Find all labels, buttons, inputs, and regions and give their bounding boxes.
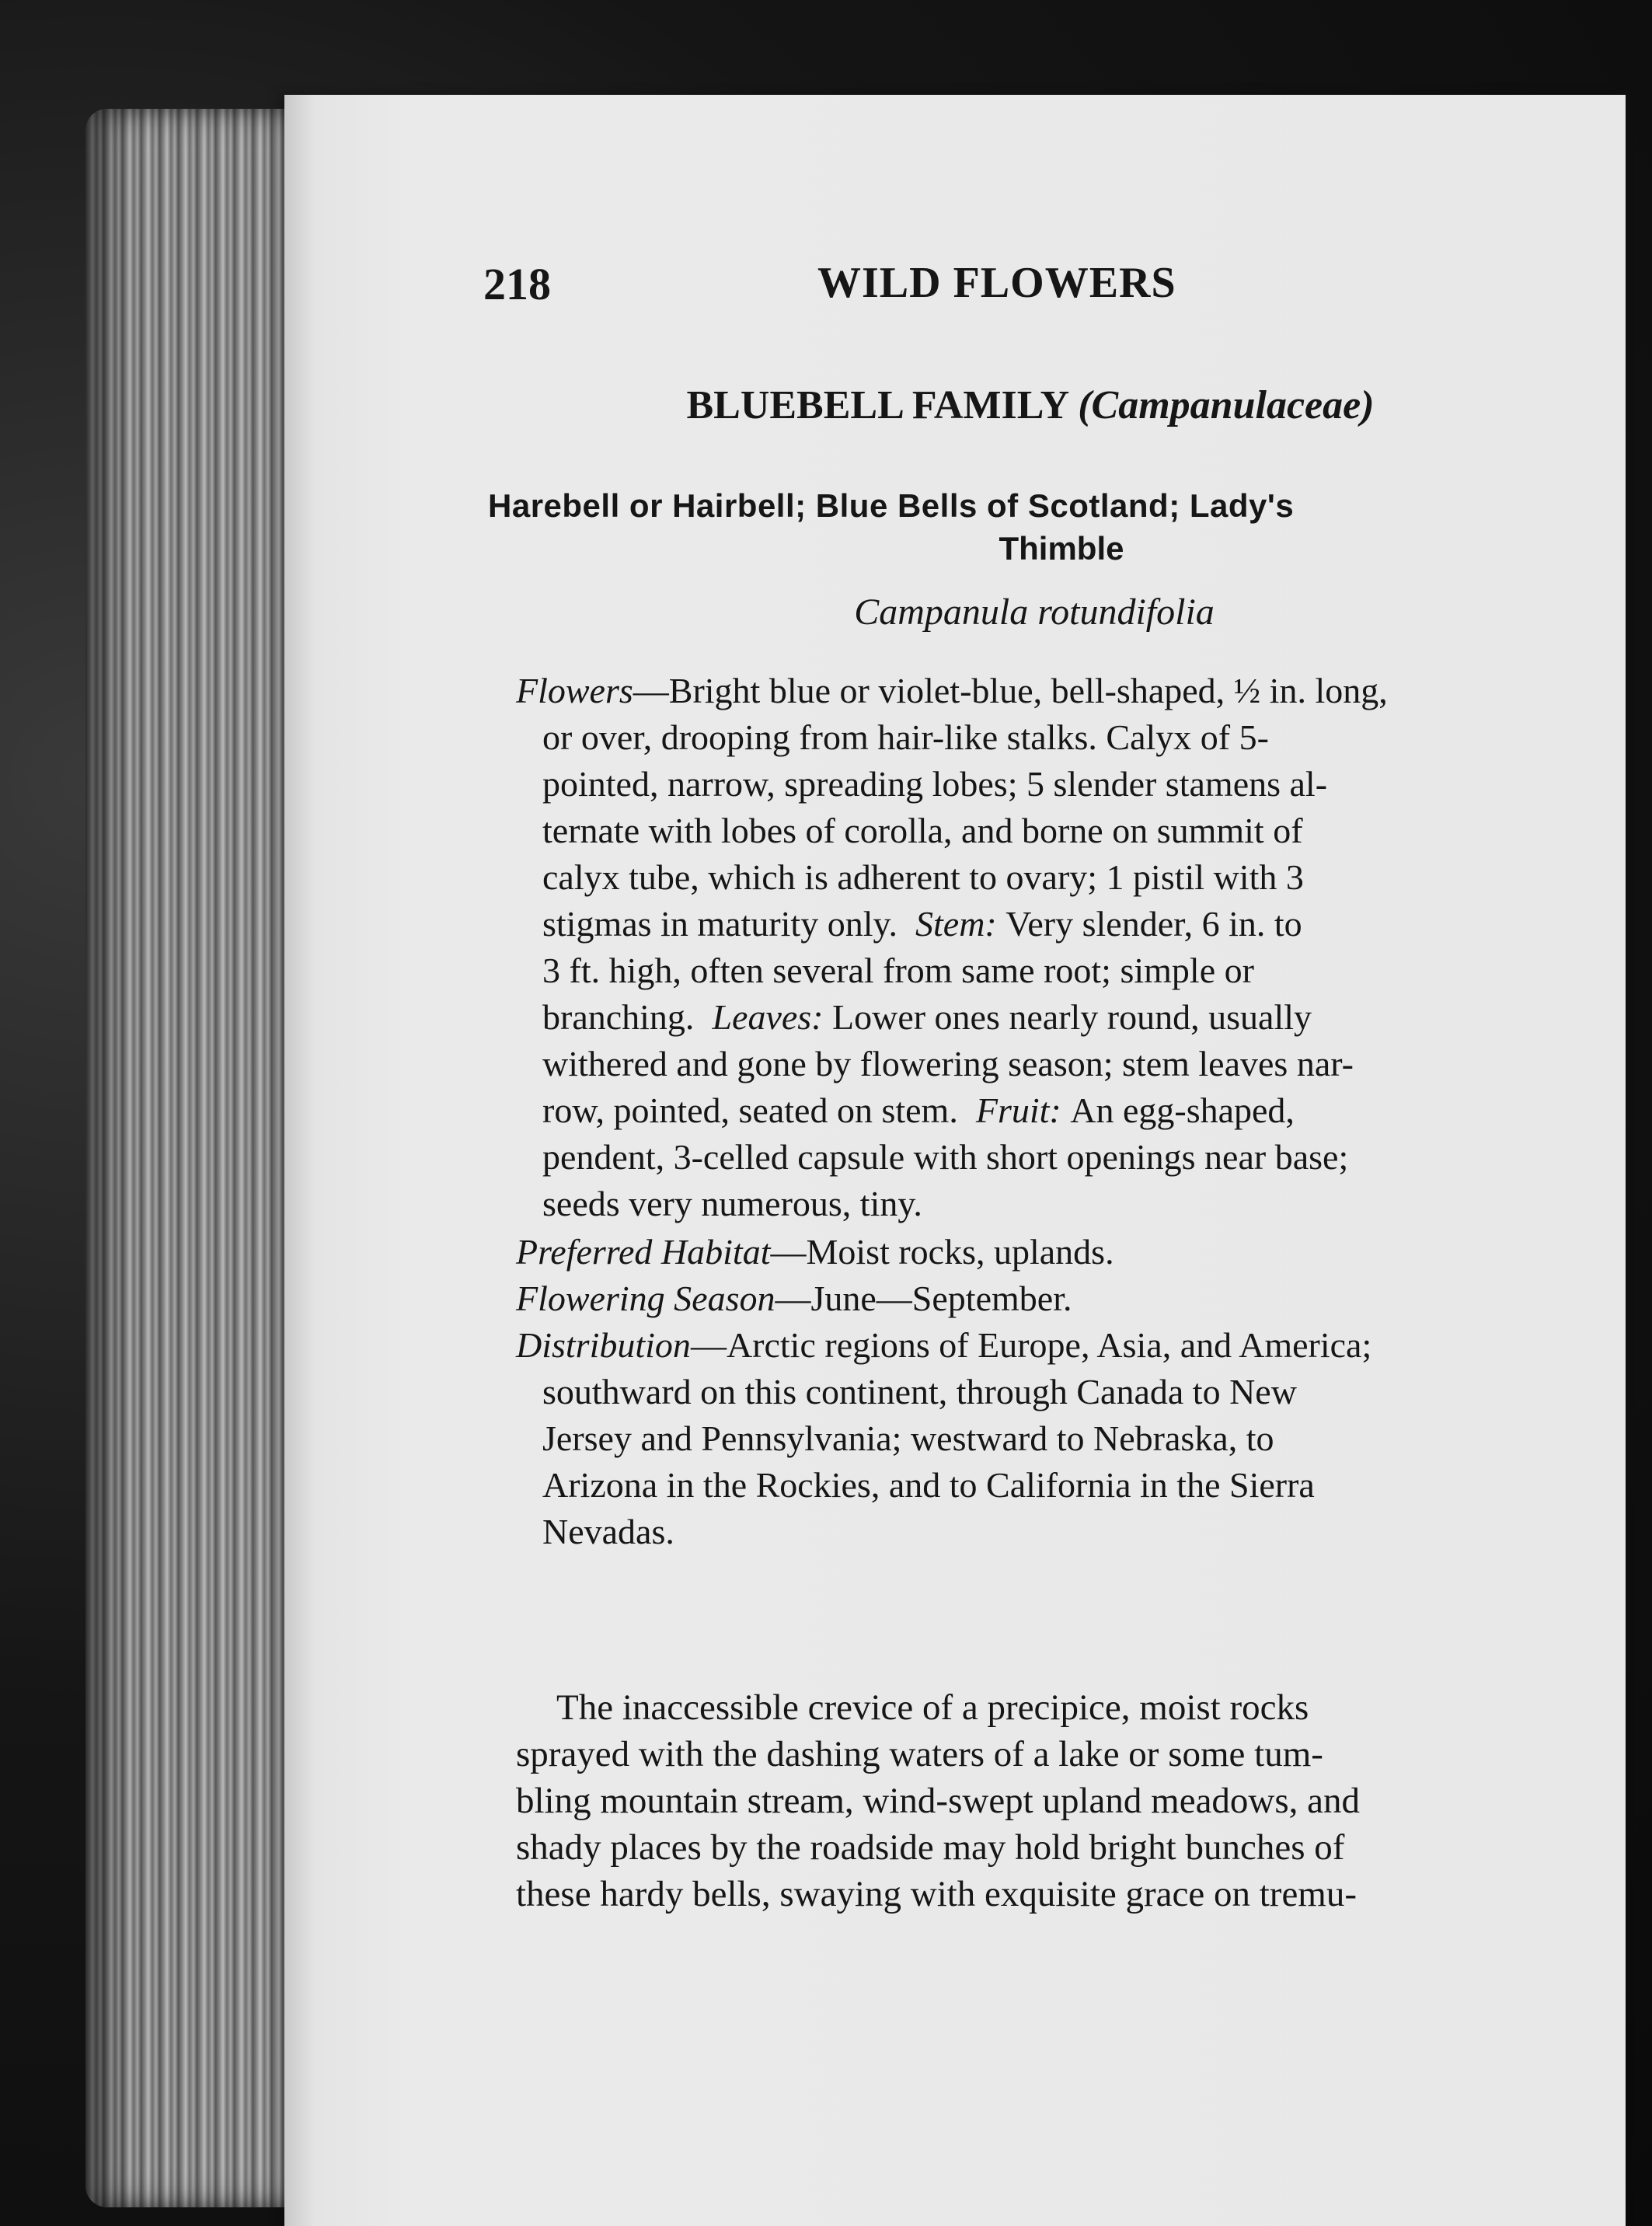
paragraph-line: these hardy bells, swaying with exquisite grace on tremu- bbox=[516, 1874, 1357, 1914]
running-head bbox=[483, 258, 1571, 328]
description-line: or over, drooping from hair-like stalks. Calyx of 5- bbox=[542, 717, 1269, 757]
leaves-label: Leaves: bbox=[712, 997, 824, 1037]
description-line: branching. Leaves: Lower ones nearly round, usually bbox=[542, 997, 1312, 1037]
book-page bbox=[284, 95, 1626, 2226]
paragraph-line: sprayed with the dashing waters of a lake or some tum- bbox=[516, 1734, 1323, 1774]
book-page-edges bbox=[85, 109, 295, 2207]
fruit-label: Fruit: bbox=[975, 1090, 1061, 1130]
description-line: row, pointed, seated on stem. Fruit: An egg-shaped, bbox=[542, 1090, 1295, 1130]
distribution-line: southward on this continent, through Canada to New bbox=[542, 1372, 1297, 1411]
paragraph-line: bling mountain stream, wind-swept upland meadows, and bbox=[516, 1781, 1361, 1821]
page-number: 218 bbox=[483, 259, 551, 309]
distribution-line: Jersey and Pennsylvania; westward to Nebraska, to bbox=[542, 1418, 1274, 1458]
flowers-label: Flowers bbox=[516, 671, 633, 710]
habitat-line: Preferred Habitat—Moist rocks, uplands. bbox=[516, 1232, 1114, 1272]
distribution-line: Nevadas. bbox=[542, 1512, 674, 1551]
description-line: pendent, 3-celled capsule with short openings near base; bbox=[542, 1137, 1349, 1177]
running-title: WILD FLOWERS bbox=[817, 259, 1176, 307]
season-label: Flowering Season bbox=[516, 1279, 775, 1318]
description-line: Flowers—Bright blue or violet-blue, bell-shaped, ½ in. long, bbox=[516, 671, 1388, 710]
common-names-line-1: Harebell or Hairbell; Blue Bells of Scotland; Lady's bbox=[488, 487, 1295, 524]
distribution-label: Distribution bbox=[516, 1325, 691, 1365]
body-paragraph bbox=[516, 1684, 1635, 1917]
family-name: BLUEBELL FAMILY bbox=[686, 383, 1068, 427]
description-line: seeds very numerous, tiny. bbox=[542, 1184, 922, 1223]
distribution-line: Distribution—Arctic regions of Europe, Asia, and America; bbox=[516, 1325, 1372, 1365]
paragraph-line: The inaccessible crevice of a precipice, moist rocks bbox=[556, 1687, 1309, 1728]
description-line: stigmas in maturity only. Stem: Very slender, 6 in. to bbox=[542, 904, 1302, 944]
distribution-line: Arizona in the Rockies, and to California in the Sierra bbox=[542, 1465, 1315, 1505]
description-line: withered and gone by flowering season; stem leaves nar- bbox=[542, 1044, 1354, 1083]
description-line: calyx tube, which is adherent to ovary; 1 pistil with 3 bbox=[542, 857, 1304, 897]
habitat-label: Preferred Habitat bbox=[516, 1232, 771, 1272]
scientific-name: Campanula rotundifolia bbox=[854, 591, 1215, 633]
family-heading bbox=[486, 382, 1574, 428]
description-line: pointed, narrow, spreading lobes; 5 slender stamens al- bbox=[542, 764, 1328, 804]
family-latin-name: (Campanulaceae) bbox=[1078, 383, 1375, 427]
common-names-line-2: Thimble bbox=[999, 530, 1124, 567]
description-line: ternate with lobes of corolla, and borne on summit of bbox=[542, 811, 1303, 850]
stem-label: Stem: bbox=[915, 904, 997, 944]
description-line: 3 ft. high, often several from same root; simple or bbox=[542, 951, 1254, 990]
paragraph-line: shady places by the roadside may hold bright bunches of bbox=[516, 1827, 1345, 1868]
season-line: Flowering Season—June—September. bbox=[516, 1279, 1072, 1318]
